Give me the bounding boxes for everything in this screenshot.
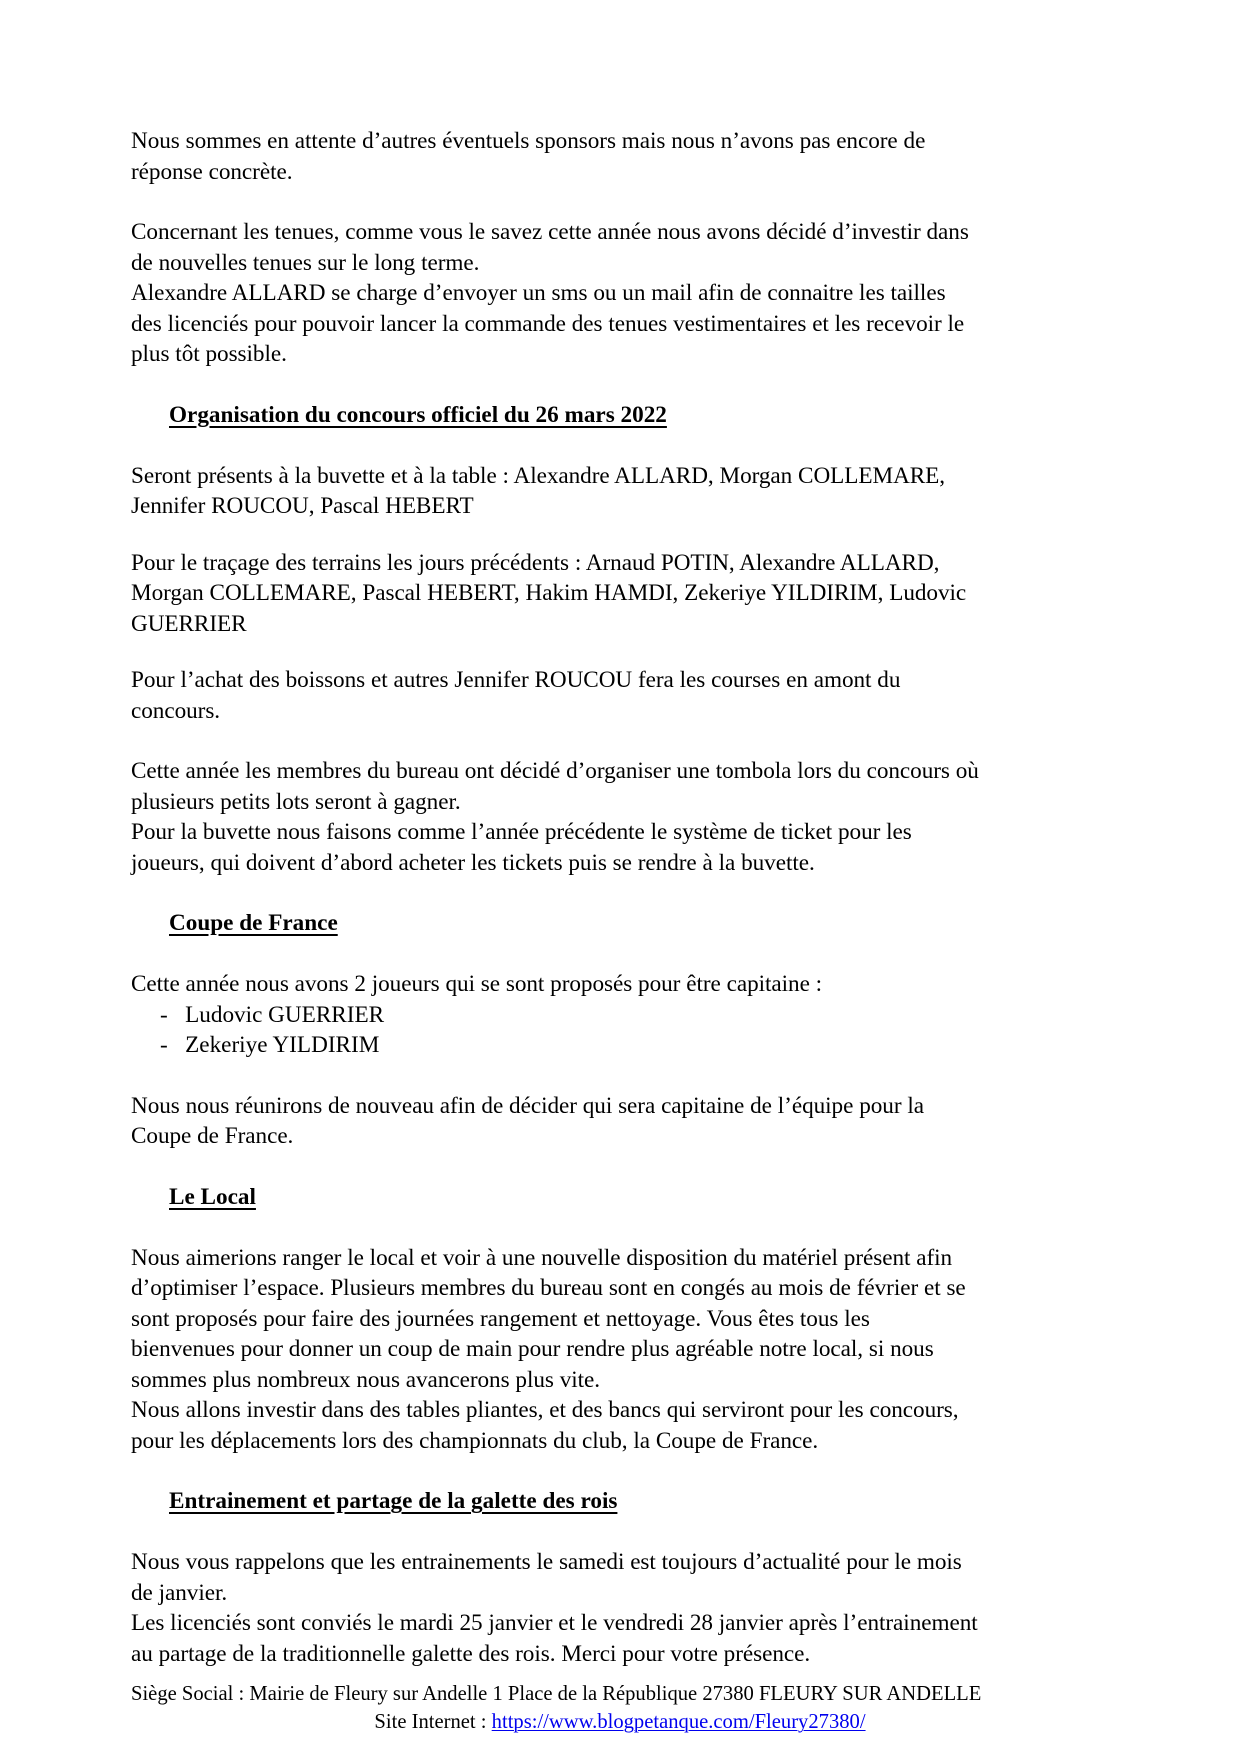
paragraph-spacer (131, 878, 979, 908)
list-item: - Ludovic GUERRIER (160, 1001, 385, 1028)
heading-coupe-de-france-text: Coupe de France (169, 910, 338, 936)
heading-organisation-concours-text: Organisation du concours officiel du 26 mars 2022 (169, 401, 667, 428)
paragraph-spacer (131, 1061, 979, 1091)
paragraph-tenues: Concernant les tenues, comme vous le savez cette année nous avons décidé d’investir dans de nouvelles tenues sur le long terme. (131, 219, 969, 276)
footer-address: Siège Social : Mairie de Fleury sur Andelle 1 Place de la République 27380 FLEURY SUR ANDELLE (131, 1683, 982, 1705)
paragraph-reunion-capitaine: Nous nous réunirons de nouveau afin de décider qui sera capitaine de l’équipe pour la Coupe de France. (131, 1092, 924, 1149)
heading-coupe-de-france (131, 908, 979, 939)
paragraph-spacer (131, 187, 979, 217)
paragraph-tables-pliantes: Nous allons investir dans des tables pliantes, et des bancs qui serviront pour les concours, pour les déplacements lors des championnats du club, la Coupe de France. (131, 1397, 959, 1454)
heading-organisation-concours (131, 400, 979, 431)
paragraph-tracage-terrains: Pour le traçage des terrains les jours précédents : Arnaud POTIN, Alexandre ALLARD, Morgan COLLEMARE, Pascal HEBERT, Hakim HAMDI, Zekeriye YILDIRIM, Ludovic GUERRIER (131, 549, 967, 637)
paragraph-spacer (131, 431, 979, 461)
heading-entrainement-galette-text: Entrainement et partage de la galette des rois (169, 1488, 618, 1514)
paragraph-allard-sms: Alexandre ALLARD se charge d’envoyer un sms ou un mail afin de connaitre les tailles des licenciés pour pouvoir lancer la commande des tenues vestimentaires et les recevoir le plus tôt possible. (131, 280, 965, 367)
paragraph-spacer (131, 1213, 979, 1243)
paragraph-spacer (131, 726, 979, 756)
paragraph-sponsors: Nous sommes en attente d’autres éventuels sponsors mais nous n’avons pas encore de réponse concrète. (131, 128, 926, 185)
paragraph-spacer (131, 639, 979, 665)
paragraph-spacer (131, 522, 979, 548)
heading-le-local (131, 1182, 979, 1213)
heading-le-local-text: Le Local (169, 1183, 256, 1210)
paragraph-spacer (131, 1152, 979, 1182)
footer-site-label: Site Internet : (374, 1711, 492, 1733)
paragraph-systeme-ticket: Pour la buvette nous faisons comme l’année précédente le système de ticket pour les joueurs, qui doivent d’abord acheter les tickets puis se rendre à la buvette. (131, 819, 912, 876)
document-body (131, 126, 979, 1669)
paragraph-entrainements-samedi: Nous vous rappelons que les entrainements le samedi est toujours d’actualité pour le mois de janvier. (131, 1549, 962, 1606)
paragraph-tombola: Cette année les membres du bureau ont décidé d’organiser une tombola lors du concours où plusieurs petits lots seront à gagner. (131, 758, 979, 815)
paragraph-rangement-local: Nous aimerions ranger le local et voir à une nouvelle disposition du matériel présent afin d’optimiser l’espace. Plusieurs membres du bureau sont en congés au mois de février et se sont proposés pour faire des journées rangement et nettoyage. Vous êtes tous les bienvenues pour donner un coup de main pour rendre plus agréable notre local, si nous sommes plus nombreux nous avancerons plus vite. (131, 1244, 966, 1393)
list-capitaine-candidates (131, 1000, 979, 1061)
page-footer (0, 1680, 1240, 1754)
list-item: - Zekeriye YILDIRIM (160, 1032, 380, 1058)
paragraph-spacer (131, 1456, 979, 1486)
paragraph-spacer (131, 1517, 979, 1547)
paragraph-achat-boissons: Pour l’achat des boissons et autres Jennifer ROUCOU fera les courses en amont du concours. (131, 667, 901, 724)
paragraph-spacer (131, 370, 979, 400)
footer-site-line (0, 1708, 1240, 1736)
heading-entrainement-galette (131, 1486, 979, 1517)
paragraph-galette-invitation: Les licenciés sont conviés le mardi 25 janvier et le vendredi 28 janvier après l’entrainement au partage de la traditionnelle galette des rois. Merci pour votre présence. (131, 1610, 978, 1667)
paragraph-spacer (131, 939, 979, 969)
paragraph-buvette-table: Seront présents à la buvette et à la table : Alexandre ALLARD, Morgan COLLEMARE, Jennifer ROUCOU, Pascal HEBERT (131, 462, 946, 519)
footer-website-link[interactable]: https://www.blogpetanque.com/Fleury27380/ (491, 1711, 866, 1733)
paragraph-capitaine-intro: Cette année nous avons 2 joueurs qui se sont proposés pour être capitaine : (131, 971, 823, 997)
